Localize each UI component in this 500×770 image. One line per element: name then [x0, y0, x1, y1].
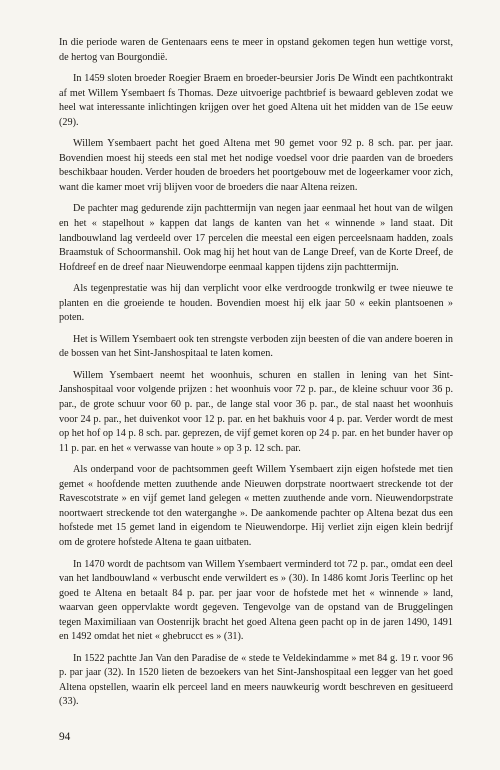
paragraph: Willem Ysembaert neemt het woonhuis, schuren en stallen in lening van het Sint-Janshospitaal voor volgende prijzen : het woonhuis voor 72 p. par., de kleine schuur voor 36 p. par., de grote schuur voor 60 p. par., de lange stal voor 36 p. par., de stal naast het woonhuis voor 24 p. par., het duivenkot voor 12 p. par. en het bakhuis voor 4 p. par. Verder wordt de mest op het hof op 14 p. 8 sch. par. geprezen, de vijf gemet koren op 24 p. par. en het bunder haver op 11 p. par. en het « verwasse van houte » op 3 p. 12 sch. par. [59, 369, 453, 454]
paragraph: De pachter mag gedurende zijn pachttermijn van negen jaar eenmaal het hout van de wilgen en het « stapelhout » kappen dat langs de kanten van het « winnende » land staat. Dit landbouwland lag verdeeld over 17 percelen die meestal een eigen perceelsnaam hadden, zoals Braamstuk of Schoormanshil. Ook mag hij het hout van de Lange Dreef, van de Korte Dreef, de Hofdreef en de dreef naar Nieuwendorpe eenmaal kappen tijdens zijn pachttermijn. [59, 203, 453, 273]
paragraph: In 1522 pachtte Jan Van den Paradise de « stede te Veldekindamme » met 84 g. 19 r. voor 96 p. par jaar (32). In 1520 lieten de bezoekers van het Sint-Janshospitaal een legger van het goed Altena opstellen, waarin elk perceel land en meers nauwkeurig wordt beschreven en gesitueerd (33). [59, 652, 453, 708]
paragraph: In die periode waren de Gentenaars eens te meer in opstand gekomen tegen hun wettige vorst, de hertog van Bourgondië. [59, 37, 453, 63]
paragraph: Als onderpand voor de pachtsommen geeft Willem Ysembaert zijn eigen hofstede met tien gemet « hoofdende metten zuuthende ande Nieuwen dorpstrate noortwaert streckende tot der Ravescotstrate » en vijf gemet land gelegen « metten zuuthende ande vorn. Nieuwendorpstrate noortwaert streckende tot den waterganghe ». De aankomende pachter op Altena bezat dus een hofstede met 15 gemet land in eigendom te Nieuwendorpe. Hij verliet zijn eigen klein bedrijf om de grotere hofstede Altena te gaan uitbaten. [59, 464, 453, 548]
paragraph: Het is Willem Ysembaert ook ten strengste verboden zijn beesten of die van andere boeren in de bossen van het Sint-Janshospitaal te laten komen. [59, 333, 453, 360]
paragraph: In 1470 wordt de pachtsom van Willem Ysembaert verminderd tot 72 p. par., omdat een deel van het landbouwland « verbuscht ende verwildert es » (30). In 1486 komt Joris Teerlinc op het goed te Altena en betaalt 84 p. par. per jaar voor de hofstede met het « winnende » land, waarvan geen oppervlakte wordt gegeven. Tengevolge van de opstand van de Bruggelingen tegen Maximiliaan van Oostenrijk bracht het goed Altena geen pacht op in de jaren 1490, 1491 en 1492 omdat het niet « ghebrucct es » (31). [59, 558, 453, 643]
body-text [59, 36, 453, 717]
page-number: 94 [59, 731, 71, 743]
paragraph: Willem Ysembaert pacht het goed Altena met 90 gemet voor 92 p. 8 sch. par. per jaar. Bovendien moest hij steeds een stal met het nodige voedsel voor drie paarden van de broeders beschikbaar houden. Verder houden de broeders het poortgebouw met de logeerkamer voor zich, want die kamer moet vrij blijven voor de broeders die naar Altena reizen. [59, 138, 453, 193]
paragraph: Als tegenprestatie was hij dan verplicht voor elke verdroogde tronkwilg er twee nieuwe te planten en die groeiende te houden. Bovendien moest hij elk jaar 50 « eekin plantsoenen » poten. [59, 283, 453, 324]
paragraph: In 1459 sloten broeder Roegier Braem en broeder-beursier Joris De Windt een pachtkontrakt af met Willem Ysembaert fs Thomas. Deze uitvoerige pachtbrief is bewaard gebleven zodat we heel wat interessante inlichtingen krijgen over het goed Altena uit het midden van de 15e eeuw (29). [59, 73, 453, 128]
